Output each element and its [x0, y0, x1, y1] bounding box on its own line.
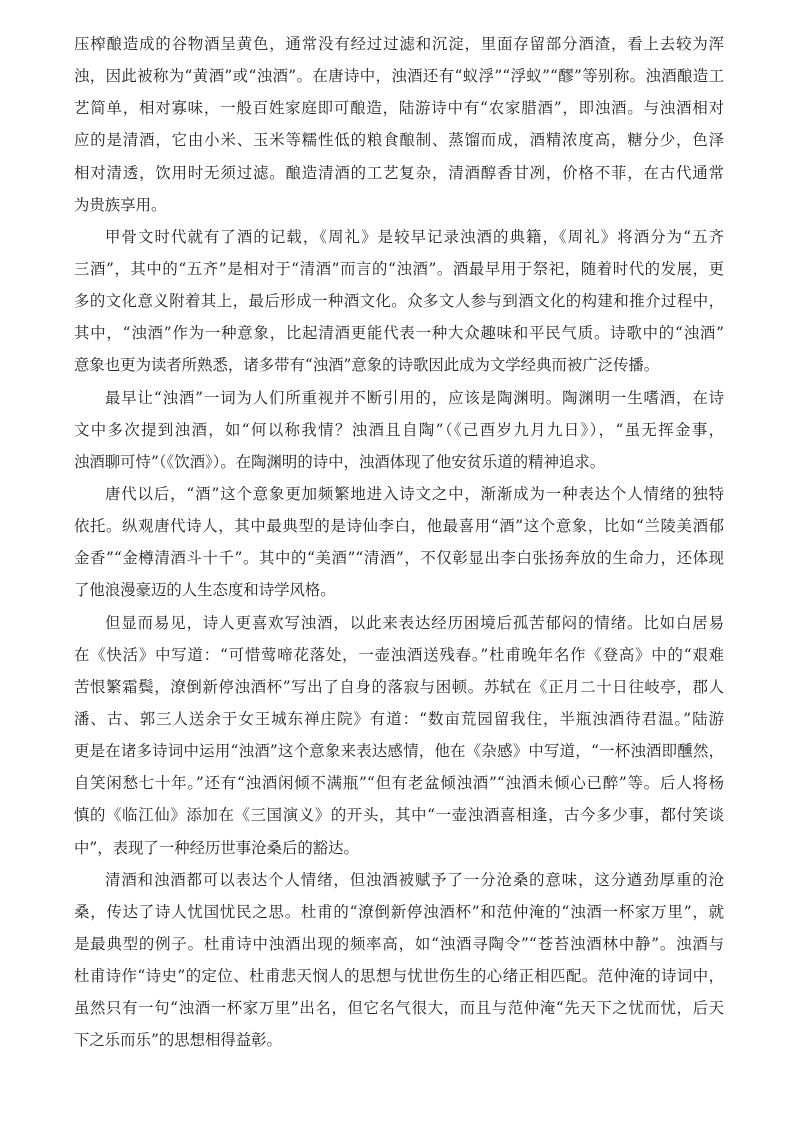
paragraph-line: 中”，表现了一种经历世事沧桑后的豁达。	[74, 838, 359, 857]
paragraph-line: 甲骨文时代就有了酒的记载，《周礼》是较早记录浊酒的典籍，《周礼》将酒分为“五齐	[105, 227, 724, 246]
paragraph-line: 清酒和浊酒都可以表达个人情绪，但浊酒被赋予了一分沧桑的意味，这分遒劲厚重的沧	[105, 870, 724, 889]
paragraph-line: 为贵族享用。	[74, 195, 167, 214]
paragraph-line: 了他浪漫豪迈的人生态度和诗学风格。	[74, 581, 336, 600]
paragraph-line: 苦恨繁霜鬓，潦倒新停浊酒杯”写出了自身的落寂与困顿。苏轼在《正月二十日往岐亭，郡人	[74, 677, 724, 696]
paragraph-line: 潘、古、郭三人送余于女王城东禅庄院》有道：“数亩荒园留我住，半瓶浊酒待君温。”陆游	[74, 709, 724, 728]
paragraph-line: 三酒”，其中的“五齐”是相对于“清酒”而言的“浊酒”。酒最早用于祭祀，随着时代的发展，更	[74, 259, 724, 278]
paragraph-line: 唐代以后，“酒”这个意象更加频繁地进入诗文之中，渐渐成为一种表达个人情绪的独特	[105, 484, 724, 503]
paragraph-line: 依托。纵观唐代诗人，其中最典型的是诗仙李白，他最喜用“酒”这个意象，比如“兰陵美酒郁	[74, 517, 724, 536]
paragraph-line: 意象也更为读者所熟悉，诸多带有“浊酒”意象的诗歌因此成为文学经典而被广泛传播。	[74, 356, 660, 375]
paragraph	[74, 382, 724, 478]
paragraph-line: 浊酒聊可恃”（《饮酒》）。在陶渊明的诗中，浊酒体现了他安贫乐道的精神追求。	[74, 452, 606, 471]
paragraph-line: 虽然只有一句“浊酒一杯家万里”出名，但它名气很大，而且与范仲淹“先天下之忧而忧，后天	[74, 999, 724, 1018]
paragraph	[74, 221, 724, 382]
paragraph-line: 是最典型的例子。杜甫诗中浊酒出现的频率高，如“浊酒寻陶令”“苍苔浊酒林中静”。浊酒与	[74, 934, 724, 953]
paragraph-line: 应的是清酒，它由小米、玉米等糯性低的粮食酿制、蒸馏而成，酒精浓度高，糖分少，色泽	[74, 131, 724, 150]
paragraph-line: 压榨酿造成的谷物酒呈黄色，通常没有经过过滤和沉淀，里面存留部分酒渣，看上去较为浑	[74, 35, 724, 53]
paragraph-line: 艺简单，相对寡味，一般百姓家庭即可酿造，陆游诗中有“农家腊酒”，即浊酒。与浊酒相对	[74, 99, 724, 118]
paragraph-line: 下之乐而乐”的思想相得益彰。	[74, 1031, 282, 1050]
paragraph-line: 慎的《临江仙》添加在《三国演义》的开头，其中“一壶浊酒喜相逢，古今多少事，都付笑谈	[74, 806, 724, 825]
paragraph-line: 最早让“浊酒”一词为人们所重视并不断引用的，应该是陶渊明。陶渊明一生嗜酒，在诗	[105, 388, 724, 407]
paragraph-line: 浊，因此被称为“黄酒”或“浊酒”。在唐诗中，浊酒还有“蚁浮”“浮蚁”“醪”等别称。浊酒酿造工	[74, 67, 724, 86]
paragraph-line: 更是在诸多诗词中运用“浊酒”这个意象来表达感情，他在《杂感》中写道，“一杯浊酒即醺然，	[74, 742, 724, 761]
paragraph	[74, 864, 724, 1057]
paragraph	[74, 607, 724, 864]
paragraph-line: 自笑闲愁七十年。”还有“浊酒闲倾不满瓶”“但有老盆倾浊酒”“浊酒未倾心已醉”等。后人将杨	[74, 774, 724, 793]
paragraph-line: 但显而易见，诗人更喜欢写浊酒，以此来表达经历困境后孤苦郁闷的情绪。比如白居易	[105, 613, 724, 632]
paragraph-line: 杜甫诗作“诗史”的定位、杜甫悲天悯人的思想与忧世伤生的心绪正相匹配。范仲淹的诗词中，	[74, 967, 724, 986]
paragraph-line: 文中多次提到浊酒，如“何以称我情？浊酒且自陶”（《己酉岁九月九日》），“虽无挥金事，	[74, 420, 724, 439]
paragraph-line: 多的文化意义附着其上，最后形成一种酒文化。众多文人参与到酒文化的构建和推介过程中，	[74, 292, 724, 311]
paragraph	[74, 478, 724, 607]
paragraph	[74, 28, 724, 221]
paragraph-line: 在《快活》中写道：“可惜莺啼花落处，一壶浊酒送残春。”杜甫晚年名作《登高》中的“艰难	[74, 645, 724, 664]
paragraph-line: 金香”“金樽清酒斗十千”。其中的“美酒”“清酒”，不仅彰显出李白张扬奔放的生命力，还体现	[74, 549, 724, 568]
paragraph-line: 桑，传达了诗人忧国忧民之思。杜甫的“潦倒新停浊酒杯”和范仲淹的“浊酒一杯家万里”，就	[74, 902, 724, 921]
paragraph-line: 相对清透，饮用时无须过滤。酿造清酒的工艺复杂，清酒醇香甘冽，价格不菲，在古代通常	[74, 163, 724, 182]
paragraph-line: 其中，“浊酒”作为一种意象，比起清酒更能代表一种大众趣味和平民气质。诗歌中的“浊酒”	[74, 324, 724, 343]
article-body	[74, 28, 724, 1057]
